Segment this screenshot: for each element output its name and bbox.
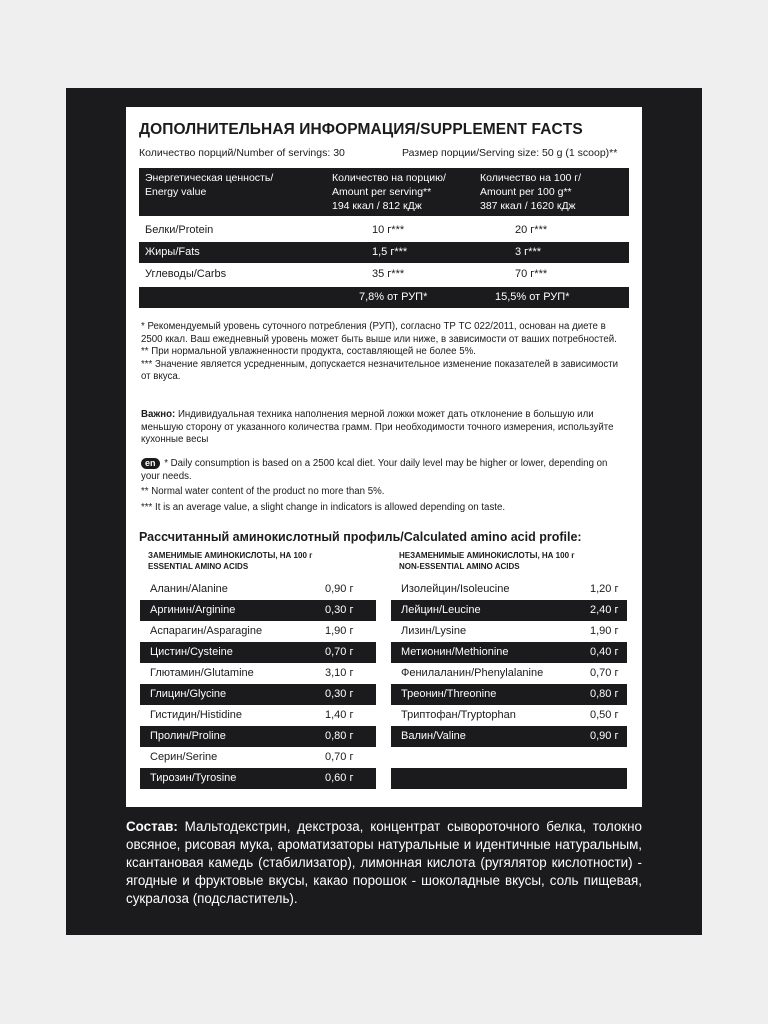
energy-per-100g: Количество на 100 г/ Amount per 100 g** 387 ккал / 1620 кДж [480,172,582,212]
amino-row [140,621,376,642]
amino-value: 0,60 г [325,772,354,784]
amino-value: 3,10 г [325,667,354,679]
important-note: Важно: Индивидуальная техника наполнения мерной ложки может дать отклонение в большую или меньшую сторону от указанного количества грамм. При необходимости точного измерения, используйте кухонные весы [141,409,614,445]
nutrient-row: Углеводы/Carbs 35 г*** 70 г*** [145,268,548,280]
amino-name: Глютамин/Glutamine [150,667,254,679]
amino-row [391,579,627,600]
amino-name: Пролин/Proline [150,730,226,742]
amino-value: 0,80 г [590,688,619,700]
amino-name: Тирозин/Tyrosine [150,772,237,784]
amino-row [391,663,627,684]
energy-per-serving: Количество на порцию/ Amount per serving** 194 ккал / 812 кДж [332,172,446,212]
amino-name: Серин/Serine [150,751,218,763]
amino-row [391,600,627,621]
amino-name: Аргинин/Arginine [150,604,236,616]
amino-name: Лейцин/Leucine [401,604,481,616]
amino-row [140,684,376,705]
amino-name: Лизин/Lysine [401,625,467,637]
amino-value: 1,20 г [590,583,619,595]
amino-row [140,747,376,768]
en-footnotes: en * Daily consumption is based on a 2500 kcal diet. Your daily level may be higher or lower, depending on your needs. ** Normal water content of the product no more than 5%. *** It is an average value, a slight change in indicators is allowed depending on taste. [141,458,608,513]
amino-name: Аспарагин/Asparagine [150,625,263,637]
amino-name: Аланин/Alanine [150,583,228,595]
amino-name: Валин/Valine [401,730,466,742]
amino-value: 0,70 г [325,751,354,763]
essential-column-header: ЗАМЕНИМЫЕ АМИНОКИСЛОТЫ, НА 100 г ESSENTIAL AMINO ACIDS [148,551,313,571]
amino-value: 0,50 г [590,709,619,721]
amino-row [140,663,376,684]
non-essential-column-header: НЕЗАМЕНИМЫЕ АМИНОКИСЛОТЫ, НА 100 г NON-ESSENTIAL AMINO ACIDS [399,551,575,571]
amino-name: Гистидин/Histidine [150,709,243,721]
page-title: ДОПОЛНИТЕЛЬНАЯ ИНФОРМАЦИЯ/SUPPLEMENT FACTS [139,121,583,138]
amino-value: 0,30 г [325,688,354,700]
ru-footnotes: * Рекомендуемый уровень суточного потребления (РУП), согласно ТР ТС 022/2011, основан на диете в 2500 ккал. Ваш ежедневный уровень может быть выше или ниже, в зависимости от ваших потребностей. ** При нормальной увлажненности продукта, составляющей не более 5%. *** Значение является усредненным, допускается незначительное изменение показателей в зависимости от вкуса. [141,321,619,382]
amino-name: Триптофан/Tryptophan [401,709,516,721]
amino-row [391,621,627,642]
amino-name: Треонин/Threonine [401,688,497,700]
amino-row [140,705,376,726]
amino-row [391,705,627,726]
amino-name: Изолейцин/Isoleucine [401,583,510,595]
amino-row [391,747,627,768]
amino-value: 0,70 г [590,667,619,679]
amino-value: 0,90 г [590,730,619,742]
amino-value: 0,70 г [325,646,354,658]
amino-value: 0,80 г [325,730,354,742]
amino-value: 1,90 г [590,625,619,637]
amino-row [391,768,627,789]
amino-row [140,579,376,600]
supplement-facts-panel [126,107,642,807]
amino-value: 0,90 г [325,583,354,595]
amino-row [391,684,627,705]
amino-value: 2,40 г [590,604,619,616]
amino-row [391,726,627,747]
amino-name: Глицин/Glycine [150,688,227,700]
amino-value: 1,40 г [325,709,354,721]
amino-row [391,642,627,663]
amino-value: 0,40 г [590,646,619,658]
amino-row [140,726,376,747]
amino-profile-title: Рассчитанный аминокислотный профиль/Calculated amino acid profile: [139,530,582,544]
amino-row [140,600,376,621]
amino-value: 0,30 г [325,604,354,616]
serving-size: Размер порции/Serving size: 50 g (1 scoop)** [402,147,618,159]
amino-name: Цистин/Cysteine [150,646,233,658]
nutrient-row: Жиры/Fats 1,5 г*** 3 г*** [139,242,629,263]
amino-name: Метионин/Methionine [401,646,509,658]
language-en-badge: en [141,458,160,469]
amino-row [140,768,376,789]
amino-name: Фенилаланин/Phenylalanine [401,667,544,679]
rup-row: 7,8% от РУП* 15,5% от РУП* [139,287,629,308]
nutrient-row: Белки/Protein 10 г*** 20 г*** [145,224,548,236]
amino-row [140,642,376,663]
energy-label: Энергетическая ценность/ Energy value [145,172,274,198]
composition-text: Состав: Мальтодекстрин, декстроза, концентрат сывороточного белка, толокно овсяное, рисовая мука, ароматизаторы натуральные и идентичные натуральным, ксантановая камедь (стабилизатор), лимонная кислота (ругялятор кислотности) - ягодные и фруктовые вкусы, какао порошок - шоколадные вкусы, соль пищевая, сукралоза (подсластитель). [126,819,642,906]
energy-header-row [139,168,629,216]
servings-count: Количество порций/Number of servings: 30 [139,147,345,159]
amino-value: 1,90 г [325,625,354,637]
composition-label: Состав: [126,819,178,834]
